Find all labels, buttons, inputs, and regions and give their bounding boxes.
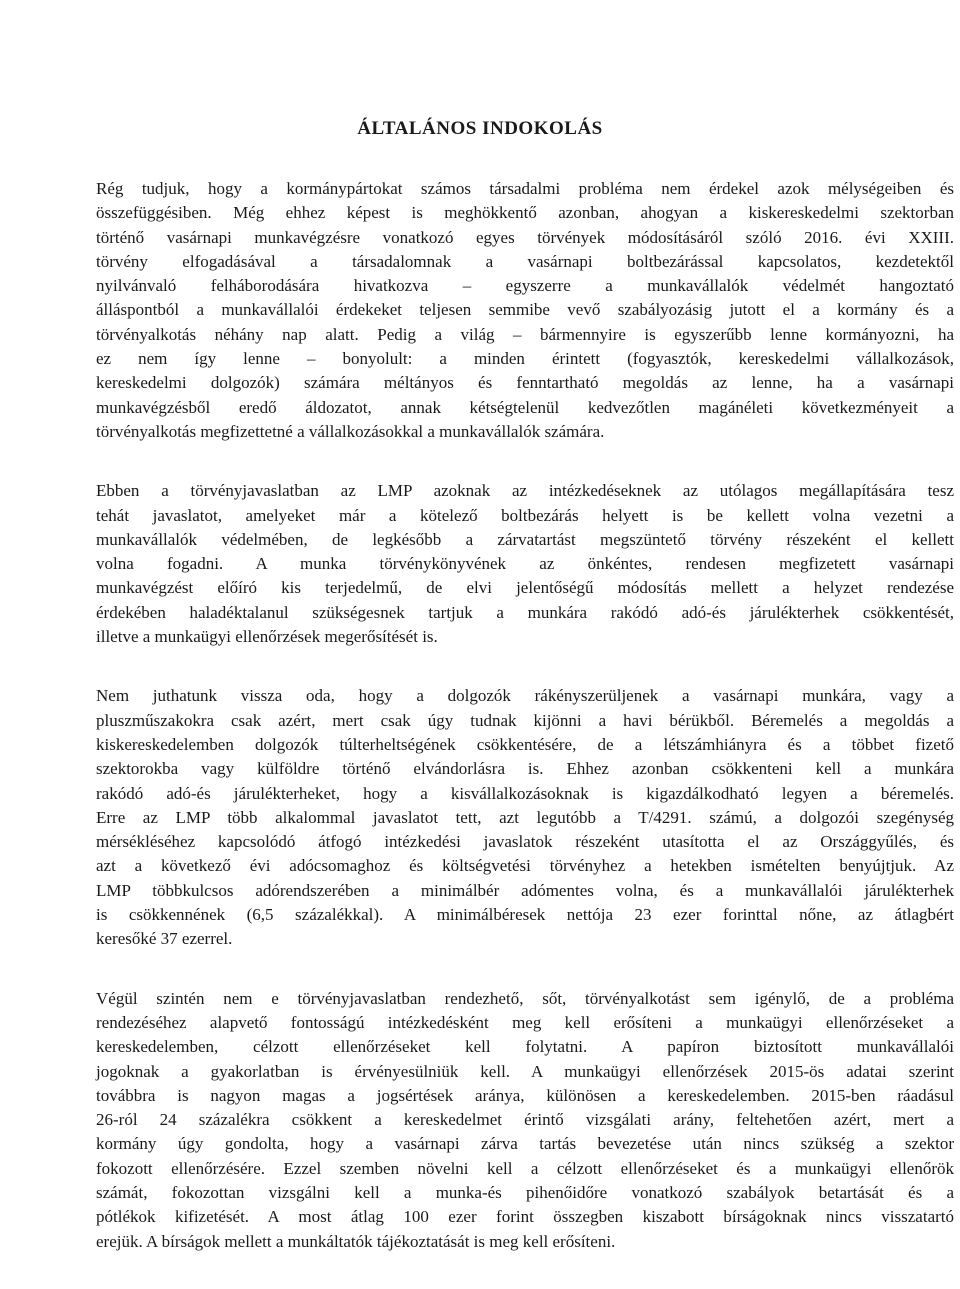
text-line: összefüggésiben. Még ehhez képest is meghökkentő azonban, ahogyan a kiskereskedelmi szektorban (96, 203, 954, 223)
text-line: szektorokba vagy külföldre történő elvándorlásra is. Ehhez azonban csökkenteni kell a munkára (96, 759, 954, 779)
text-line: ez nem így lenne – bonyolult: a minden érintett (fogyasztók, kereskedelmi vállalkozások, (96, 349, 954, 369)
paragraph (96, 177, 954, 444)
text-line: törvényalkotás megfizettetné a vállalkozásokkal a munkavállalók számára. (96, 421, 605, 441)
text-line: mérsékléséhez kapcsolódó átfogó intézkedési javaslatok részeként utasította el az Országgyűlés, és (96, 832, 954, 852)
text-line: Nem juthatunk vissza oda, hogy a dolgozók rákényszerüljenek a vasárnapi munkára, vagy a (96, 686, 954, 706)
text-line: kereskedelmi dolgozók) számára méltányos és fenntartható megoldás az lenne, ha a vasárnapi (96, 373, 954, 393)
text-line: rakódó adó-és járulékterheket, hogy a kisvállalkozásoknak is kigazdálkodható legyen a béremelés. (96, 783, 954, 803)
text-line: volna fogadni. A munka törvénykönyvének az önkéntes, rendesen megfizetett vasárnapi (96, 554, 954, 574)
text-line: álláspontból a munkavállalói érdekeket teljesen semmibe vevő szabályozásig jutott el a kormány és a (96, 300, 954, 320)
text-line: pótlékok kifizetését. A most átlag 100 ezer forint összegben kiszabott bírságoknak nincs visszatartó (96, 1207, 954, 1227)
text-line: munkavégzésből eredő áldozatot, annak kétségtelenül kedvezőtlen magánéleti következményeit a (96, 397, 954, 417)
paragraph (96, 987, 954, 1254)
text-line: törvényalkotás néhány nap alatt. Pedig a világ – bármennyire is egyszerűbb lenne kormányozni, ha (96, 324, 954, 344)
text-line: számát, fokozottan vizsgálni kell a munka-és pihenőidőre vonatkozó szabályok betartását és a (96, 1182, 954, 1202)
text-line: továbbra is nagyon magas a jogsértések aránya, különösen a kereskedelemben. 2015-ben ráadásul (96, 1085, 954, 1105)
text-line: munkavállalók védelmében, de legkésőbb a zárvatartást megszüntető törvény részeként el kellett (96, 529, 954, 549)
text-line: Ebben a törvényjavaslatban az LMP azoknak az intézkedéseknek az utólagos megállapítására tesz (96, 481, 954, 501)
text-line: jogoknak a gyakorlatban is érvényesülniük kell. A munkaügyi ellenőrzések 2015-ös adatai szerint (96, 1061, 954, 1081)
text-line: kereskedelemben, célzott ellenőrzéseket kell folytatni. A papíron biztosított munkavállalói (96, 1037, 954, 1057)
page-title: ÁLTALÁNOS INDOKOLÁS (357, 118, 603, 139)
text-line: fokozott ellenőrzésére. Ezzel szemben növelni kell a célzott ellenőrzéseket és a munkaügyi ellenőrök (96, 1158, 954, 1178)
text-line: kiskereskedelemben dolgozók túlterheltségének csökkentésére, de a létszámhiányra és a többet fizető (96, 734, 954, 754)
text-line: 26-ról 24 százalékra csökkent a kereskedelmet érintő vizsgálati arány, feltehetően azért, mert a (96, 1110, 954, 1130)
text-line: is csökkennének (6,5 százalékkal). A minimálbéresek nettója 23 ezer forinttal nőne, az átlagbért (96, 905, 954, 925)
document-body (96, 177, 954, 1289)
text-line: illetve a munkaügyi ellenőrzések megerősítését is. (96, 627, 438, 647)
text-line: rendezéséhez alapvető fontosságú intézkedésként meg kell erősíteni a munkaügyi ellenőrzéseket a (96, 1012, 954, 1032)
text-line: Erre az LMP több alkalommal javaslatot tett, azt legutóbb a T/4291. számú, a dolgozói szegénység (96, 807, 954, 827)
text-line: érdekében haladéktalanul szükségesnek tartjuk a munkára rakódó adó-és járulékterhek csökkentését, (96, 602, 954, 622)
text-line: keresőké 37 ezerrel. (96, 929, 233, 949)
text-line: történő vasárnapi munkavégzésre vonatkozó egyes törvények módosításáról szóló 2016. évi XXIII. (96, 227, 954, 247)
text-line: tehát javaslatot, amelyeket már a kötelező boltbezárás helyett is be kellett volna vezetni a (96, 505, 954, 525)
text-line: törvény elfogadásával a társadalomnak a vasárnapi boltbezárással kapcsolatos, kezdetektől (96, 251, 954, 271)
paragraph (96, 479, 954, 649)
text-line: Végül szintén nem e törvényjavaslatban rendezhető, sőt, törvényalkotást sem igénylő, de a probléma (96, 988, 954, 1008)
text-line: kormány úgy gondolta, hogy a vasárnapi zárva tartás bevezetése után nincs szükség a szektor (96, 1134, 954, 1154)
text-line: Rég tudjuk, hogy a kormánypártokat számos társadalmi probléma nem érdekel azok mélységeiben és (96, 179, 954, 198)
text-line: pluszműszakokra csak azért, mert csak úgy tudnak kijönni a havi bérükből. Béremelés a megoldás a (96, 710, 954, 730)
text-line: nyilvánvaló felháborodására hivatkozva – egyszerre a munkavállalók védelmét hangoztató (96, 276, 954, 296)
paragraph (96, 684, 954, 951)
text-line: LMP többkulcsos adórendszerében a minimálbér adómentes volna, és a munkavállalói járulékterhek (96, 880, 954, 900)
text-line: azt a következő évi adócsomaghoz és költségvetési törvényhez a hetekben ismételten benyújtjuk. Az (96, 856, 954, 876)
text-line: munkavégzést előíró kis terjedelmű, de elvi jelentőségű módosítás mellett a helyzet rendezése (96, 578, 954, 598)
text-line: erejük. A bírságok mellett a munkáltatók tájékoztatását is meg kell erősíteni. (96, 1231, 616, 1251)
